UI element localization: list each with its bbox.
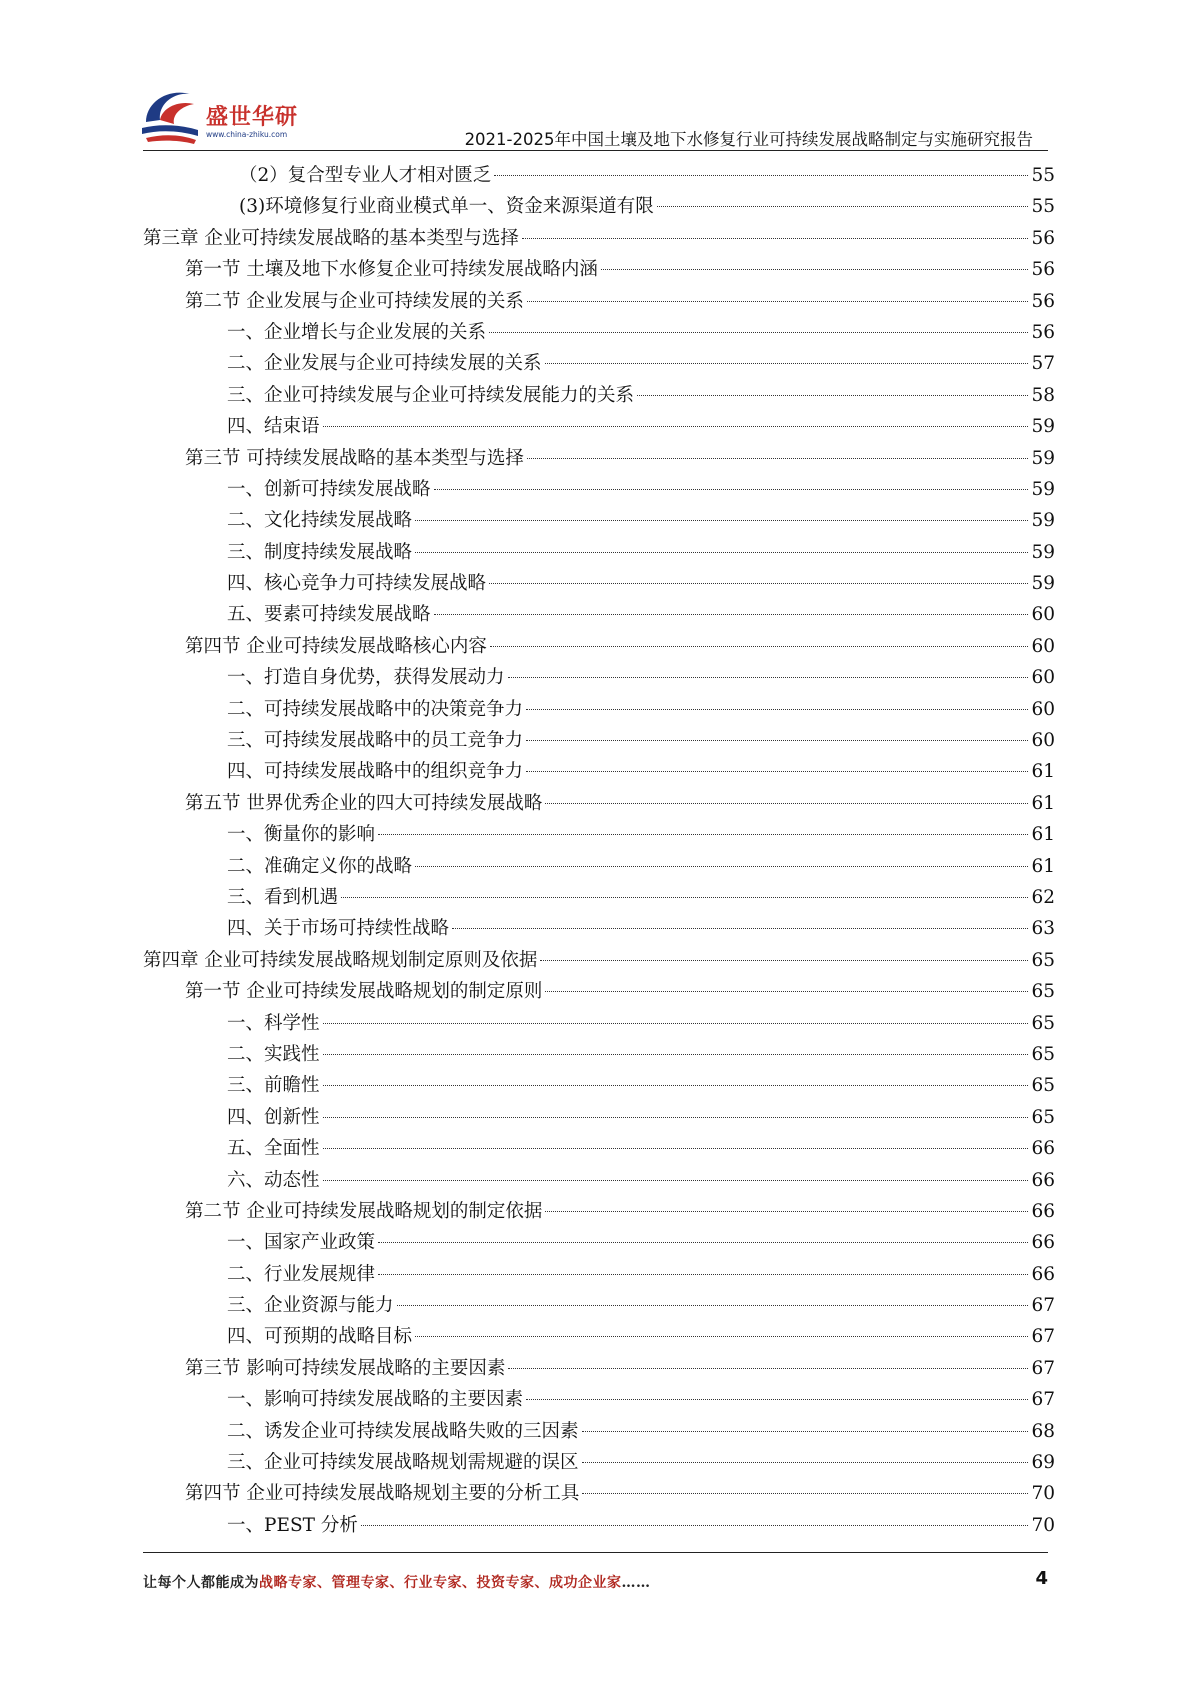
toc-entry-label: 第四节 企业可持续发展战略核心内容	[185, 635, 487, 657]
toc-dot-leader	[545, 1211, 1028, 1212]
toc-entry-page: 66	[1031, 1200, 1055, 1222]
toc-entry-page: 60	[1031, 604, 1055, 626]
toc-entry-page: 60	[1031, 730, 1055, 752]
toc-entry-label: (3)环境修复行业商业模式单一、资金来源渠道有限	[239, 196, 654, 218]
footer-slogan-highlight: 战略专家、管理专家、行业专家、投资专家、成功企业家	[259, 1575, 622, 1591]
toc-entry-label: 二、可持续发展战略中的决策竞争力	[227, 698, 524, 720]
toc-dot-leader	[545, 803, 1028, 804]
toc-entry-page: 65	[1031, 1012, 1055, 1034]
toc-entry-page: 57	[1031, 353, 1055, 375]
toc-entry[interactable]	[143, 913, 1055, 944]
toc-entry[interactable]	[143, 223, 1055, 254]
toc-entry-page: 66	[1031, 1263, 1055, 1285]
toc-entry-label: 二、诱发企业可持续发展战略失败的三因素	[227, 1420, 579, 1442]
toc-entry-page: 65	[1031, 981, 1055, 1003]
company-logo	[138, 84, 308, 148]
toc-entry[interactable]	[143, 1196, 1055, 1227]
toc-entry[interactable]	[143, 599, 1055, 630]
header-divider	[143, 150, 1048, 151]
toc-dot-leader	[323, 1054, 1029, 1055]
toc-entry[interactable]	[143, 411, 1055, 442]
toc-entry-label: （2）复合型专业人才相对匮乏	[239, 165, 492, 186]
toc-dot-leader	[415, 520, 1028, 521]
toc-entry-label: 三、企业可持续发展与企业可持续发展能力的关系	[227, 384, 635, 406]
toc-dot-leader	[545, 991, 1028, 992]
toc-entry[interactable]	[143, 286, 1055, 317]
toc-dot-leader	[378, 1242, 1028, 1243]
toc-entry-page: 66	[1031, 1232, 1055, 1254]
toc-entry-label: 第五节 世界优秀企业的四大可持续发展战略	[185, 792, 543, 814]
toc-entry[interactable]	[143, 788, 1055, 819]
toc-entry-page: 67	[1031, 1389, 1055, 1411]
toc-entry-page: 58	[1031, 384, 1055, 406]
toc-entry-page: 61	[1031, 792, 1055, 814]
toc-entry-label: 二、行业发展规律	[227, 1263, 376, 1285]
toc-entry-label: 三、企业资源与能力	[227, 1295, 394, 1317]
toc-entry-label: 四、核心竞争力可持续发展战略	[227, 573, 487, 595]
toc-dot-leader	[323, 1148, 1029, 1149]
toc-dot-leader	[526, 1399, 1028, 1400]
toc-entry-label: 第三节 可持续发展战略的基本类型与选择	[185, 447, 524, 469]
toc-dot-leader	[378, 1274, 1028, 1275]
toc-entry-label: 四、创新性	[227, 1106, 320, 1128]
toc-entry-label: 第二节 企业可持续发展战略规划的制定依据	[185, 1200, 543, 1222]
toc-entry-label: 四、可持续发展战略中的组织竞争力	[227, 761, 524, 783]
toc-entry-label: 四、可预期的战略目标	[227, 1326, 413, 1348]
toc-entry-label: 一、科学性	[227, 1012, 320, 1034]
logo-name: 盛世华研	[206, 105, 299, 130]
toc-entry-page: 59	[1031, 447, 1055, 469]
toc-entry[interactable]	[143, 160, 1055, 191]
toc-dot-leader	[452, 928, 1028, 929]
toc-entry-label: 一、PEST 分析	[227, 1514, 358, 1536]
toc-dot-leader	[434, 489, 1029, 490]
toc-entry[interactable]	[143, 1510, 1055, 1541]
toc-dot-leader	[508, 1368, 1028, 1369]
toc-entry-page: 56	[1031, 259, 1055, 281]
toc-dot-leader	[494, 175, 1028, 176]
toc-dot-leader	[397, 1305, 1029, 1306]
toc-dot-leader	[323, 1117, 1029, 1118]
toc-entry-page: 63	[1031, 918, 1055, 940]
toc-entry[interactable]	[143, 882, 1055, 913]
toc-entry-label: 一、创新可持续发展战略	[227, 478, 431, 500]
toc-entry-page: 56	[1031, 290, 1055, 312]
toc-entry-label: 六、动态性	[227, 1169, 320, 1191]
toc-entry-label: 三、制度持续发展战略	[227, 541, 413, 563]
toc-entry-page: 67	[1031, 1357, 1055, 1379]
toc-entry[interactable]	[143, 317, 1055, 348]
toc-entry-label: 三、企业可持续发展战略规划需规避的误区	[227, 1452, 579, 1474]
toc-entry-label: 二、企业发展与企业可持续发展的关系	[227, 353, 542, 375]
toc-entry[interactable]	[143, 1321, 1055, 1352]
toc-entry-page: 56	[1031, 227, 1055, 249]
toc-entry-label: 三、看到机遇	[227, 886, 339, 908]
toc-entry-label: 五、要素可持续发展战略	[227, 604, 431, 626]
toc-dot-leader	[323, 1023, 1029, 1024]
toc-dot-leader	[490, 646, 1029, 647]
toc-dot-leader	[582, 1462, 1029, 1463]
toc-entry-label: 三、前瞻性	[227, 1075, 320, 1097]
toc-entry-label: 四、关于市场可持续性战略	[227, 918, 450, 940]
toc-dot-leader	[540, 960, 1028, 961]
page-number: 4	[1035, 1568, 1048, 1589]
toc-entry-page: 65	[1031, 949, 1055, 971]
toc-entry-page: 56	[1031, 321, 1055, 343]
toc-dot-leader	[545, 363, 1029, 364]
toc-entry[interactable]	[143, 1227, 1055, 1258]
toc-dot-leader	[415, 1336, 1028, 1337]
toc-entry-label: 第四节 企业可持续发展战略规划主要的分析工具	[185, 1483, 580, 1505]
toc-dot-leader	[323, 426, 1029, 427]
toc-entry-page: 65	[1031, 1075, 1055, 1097]
toc-dot-leader	[527, 301, 1029, 302]
toc-entry-label: 一、衡量你的影响	[227, 824, 376, 846]
toc-entry-page: 59	[1031, 573, 1055, 595]
toc-entry[interactable]	[143, 505, 1055, 536]
toc-dot-leader	[489, 583, 1028, 584]
toc-entry-label: 第四章 企业可持续发展战略规划制定原则及依据	[143, 949, 538, 971]
toc-entry[interactable]	[143, 1165, 1055, 1196]
toc-dot-leader	[415, 552, 1028, 553]
toc-dot-leader	[601, 269, 1029, 270]
footer-slogan-suffix: ……	[621, 1575, 651, 1591]
footer-slogan	[143, 1572, 651, 1592]
toc-entry[interactable]	[143, 1416, 1055, 1447]
toc-entry-page: 59	[1031, 478, 1055, 500]
toc-entry-page: 60	[1031, 667, 1055, 689]
toc-entry[interactable]	[143, 1133, 1055, 1164]
toc-entry[interactable]	[143, 1290, 1055, 1321]
toc-entry[interactable]	[143, 631, 1055, 662]
toc-dot-leader	[526, 740, 1028, 741]
toc-entry-label: 一、影响可持续发展战略的主要因素	[227, 1389, 524, 1411]
toc-entry-label: 四、结束语	[227, 416, 320, 438]
toc-entry-page: 59	[1031, 510, 1055, 532]
toc-entry-page: 61	[1031, 761, 1055, 783]
toc-entry-page: 61	[1031, 855, 1055, 877]
toc-entry[interactable]	[143, 1102, 1055, 1133]
toc-entry-page: 55	[1031, 196, 1055, 218]
footer-divider	[143, 1552, 1048, 1553]
toc-dot-leader	[657, 206, 1029, 207]
toc-entry-label: 第一节 土壤及地下水修复企业可持续发展战略内涵	[185, 259, 598, 281]
toc-entry-label: 第一节 企业可持续发展战略规划的制定原则	[185, 981, 543, 1003]
toc-entry-label: 一、打造自身优势，获得发展动力	[227, 667, 505, 689]
toc-entry[interactable]	[143, 1478, 1055, 1509]
toc-dot-leader	[378, 834, 1028, 835]
toc-entry-label: 二、实践性	[227, 1043, 320, 1065]
toc-entry-page: 61	[1031, 824, 1055, 846]
toc-dot-leader	[361, 1525, 1029, 1526]
logo-url: www.china-zhiku.com	[206, 130, 288, 139]
toc-entry[interactable]	[143, 945, 1055, 976]
page-header	[0, 0, 1191, 150]
toc-entry-label: 第三章 企业可持续发展战略的基本类型与选择	[143, 227, 519, 249]
toc-entry-page: 65	[1031, 1106, 1055, 1128]
toc-entry-page: 68	[1031, 1420, 1055, 1442]
toc-entry-label: 一、国家产业政策	[227, 1232, 376, 1254]
toc-dot-leader	[526, 771, 1028, 772]
toc-entry-page: 70	[1031, 1514, 1055, 1536]
toc-entry[interactable]	[143, 1447, 1055, 1478]
toc-entry-page: 66	[1031, 1138, 1055, 1160]
toc-dot-leader	[527, 458, 1029, 459]
toc-entry[interactable]	[143, 1353, 1055, 1384]
footer-slogan-prefix: 让每个人都能成为	[143, 1575, 259, 1591]
toc-dot-leader	[489, 332, 1028, 333]
toc-dot-leader	[582, 1493, 1028, 1494]
toc-dot-leader	[323, 1085, 1029, 1086]
toc-entry[interactable]	[143, 756, 1055, 787]
toc-entry[interactable]	[143, 443, 1055, 474]
toc-entry-label: 二、文化持续发展战略	[227, 510, 413, 532]
toc-dot-leader	[341, 897, 1028, 898]
toc-entry-page: 55	[1031, 165, 1055, 186]
toc-entry[interactable]	[143, 819, 1055, 850]
toc-entry[interactable]	[143, 380, 1055, 411]
toc-entry-page: 62	[1031, 886, 1055, 908]
table-of-contents	[143, 160, 1055, 1541]
toc-entry-label: 一、企业增长与企业发展的关系	[227, 321, 487, 343]
toc-entry[interactable]	[143, 976, 1055, 1007]
toc-entry-label: 第二节 企业发展与企业可持续发展的关系	[185, 290, 524, 312]
toc-entry[interactable]	[143, 851, 1055, 882]
toc-entry[interactable]	[143, 1384, 1055, 1415]
toc-entry-page: 66	[1031, 1169, 1055, 1191]
toc-entry-page: 67	[1031, 1295, 1055, 1317]
toc-dot-leader	[522, 238, 1029, 239]
toc-dot-leader	[415, 866, 1028, 867]
toc-entry[interactable]	[143, 662, 1055, 693]
toc-entry[interactable]	[143, 537, 1055, 568]
toc-entry[interactable]	[143, 191, 1055, 222]
toc-entry[interactable]	[143, 474, 1055, 505]
toc-entry-page: 59	[1031, 541, 1055, 563]
toc-entry-label: 第三节 影响可持续发展战略的主要因素	[185, 1357, 506, 1379]
toc-dot-leader	[526, 709, 1028, 710]
logo-swirl-icon	[138, 84, 208, 148]
toc-entry[interactable]	[143, 1259, 1055, 1290]
toc-entry-page: 67	[1031, 1326, 1055, 1348]
toc-entry-page: 70	[1031, 1483, 1055, 1505]
toc-entry[interactable]	[143, 1008, 1055, 1039]
toc-entry[interactable]	[143, 694, 1055, 725]
toc-dot-leader	[582, 1431, 1029, 1432]
toc-entry-page: 65	[1031, 1043, 1055, 1065]
toc-dot-leader	[508, 677, 1029, 678]
toc-dot-leader	[323, 1180, 1029, 1181]
toc-entry-label: 二、准确定义你的战略	[227, 855, 413, 877]
toc-entry[interactable]	[143, 1039, 1055, 1070]
toc-entry[interactable]	[143, 254, 1055, 285]
toc-entry-label: 三、可持续发展战略中的员工竞争力	[227, 730, 524, 752]
toc-entry-page: 69	[1031, 1452, 1055, 1474]
document-title: 2021-2025年中国土壤及地下水修复行业可持续发展战略制定与实施研究报告	[464, 130, 1033, 149]
toc-entry[interactable]	[143, 725, 1055, 756]
toc-entry-page: 59	[1031, 416, 1055, 438]
toc-entry[interactable]	[143, 568, 1055, 599]
toc-entry-page: 60	[1031, 698, 1055, 720]
toc-entry-label: 五、全面性	[227, 1138, 320, 1160]
toc-dot-leader	[637, 395, 1028, 396]
toc-dot-leader	[434, 614, 1029, 615]
toc-entry[interactable]	[143, 348, 1055, 379]
toc-entry-page: 60	[1031, 635, 1055, 657]
toc-entry[interactable]	[143, 1070, 1055, 1101]
